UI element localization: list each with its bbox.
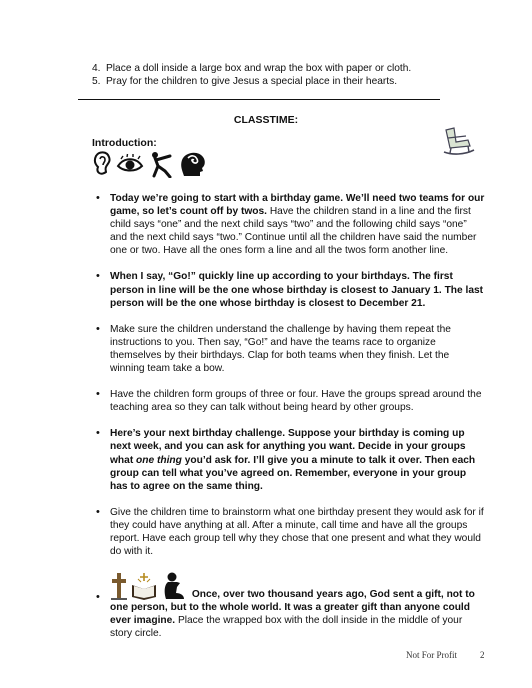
list-item — [96, 427, 486, 492]
spoken-text: Once, over two thousand years ago, God sent a gift, not to one person, but to the whole world. It was a greater gift than anyone could ever imagine. — [110, 589, 475, 627]
instruction-text: Make sure the children understand the challenge by having them repeat the instructions to you. Then say, “Go!” and have the teams race to organize themselves by their birthdays. Clap for both teams when they finish. Let the winning team take a bow. — [110, 323, 451, 375]
bible-icon — [130, 571, 158, 601]
cross-icon — [110, 571, 128, 601]
list-text: Place a doll inside a large box and wrap the box with paper or cloth. — [106, 63, 412, 74]
instruction-text: Have the children stand in a line and the first child says “one” and the next child says “two” and the following child says “one” and the next child says “two.” Continue until all the children have said the number one or two. Have all the ones form a line and all the twos form another line. — [110, 206, 477, 257]
section-heading: CLASSTIME: — [233, 114, 299, 126]
list-item — [96, 323, 486, 375]
list-text: Pray for the children to give Jesus a special place in their hearts. — [106, 76, 398, 87]
instruction-text: Place the wrapped box with the doll inside in the middle of your story circle. — [110, 615, 463, 640]
praying-person-icon — [160, 571, 188, 601]
section-divider — [78, 99, 440, 100]
bullet-mark: • — [96, 427, 100, 440]
emphasis-text: one thing — [136, 454, 182, 466]
bullet-mark: • — [96, 591, 100, 604]
subheading: Introduction: — [92, 137, 157, 149]
list-item — [96, 506, 486, 558]
bullet-mark: • — [96, 322, 100, 335]
prep-list — [92, 62, 452, 88]
list-number: 4. — [92, 63, 101, 74]
instruction-text: Give the children time to brainstorm what one birthday present they would ask for if they could have anything at all. After a minute, call time and have all the groups report. Have each group tell why they chose that one present and what they would do with it. — [110, 506, 484, 558]
story-icons — [110, 571, 188, 601]
rocking-chair-icon — [442, 126, 476, 156]
spoken-text: Here’s your next birthday challenge. Suppose your birthday is coming up next week, and you can ask for anything you want. Decide in your groups what — [110, 428, 466, 466]
list-item — [96, 571, 486, 640]
instruction-list — [96, 192, 486, 653]
ear-icon — [92, 150, 112, 178]
bullet-mark: • — [96, 192, 100, 204]
movement-icon — [148, 150, 174, 178]
spoken-text: Today we’re going to start with a birthday game. We’ll need two teams for our game, so let’s count off by twos. — [110, 193, 485, 218]
list-item — [96, 270, 486, 309]
bullet-mark: • — [96, 505, 100, 518]
list-number: 5. — [92, 76, 101, 87]
spoken-text: you’d ask for. I’ll give you a minute to talk it over. Then each group can tell what you’ve agreed on. Remember, everyone in your group has to agree on the same thing. — [110, 454, 476, 492]
bullet-mark: • — [96, 388, 100, 401]
head-thinking-icon — [178, 150, 208, 178]
footer-text: Not For Profit — [406, 650, 458, 660]
list-item — [96, 192, 486, 257]
spoken-text: When I say, “Go!” quickly line up according to your birthdays. The first person in line will be the one whose birthday is closest to January 1. The last person will be the one whose birthday is closest to December 21. — [110, 271, 484, 309]
list-item — [92, 62, 452, 75]
instruction-text: Have the children form groups of three or four. Have the groups spread around the teaching area so they can talk without being heard by other groups. — [110, 389, 482, 414]
page-number: 2 — [480, 650, 485, 660]
list-item — [92, 75, 452, 88]
learning-style-icons — [92, 150, 208, 178]
list-item — [96, 388, 486, 414]
eye-icon — [116, 150, 144, 178]
bullet-mark: • — [96, 270, 100, 283]
